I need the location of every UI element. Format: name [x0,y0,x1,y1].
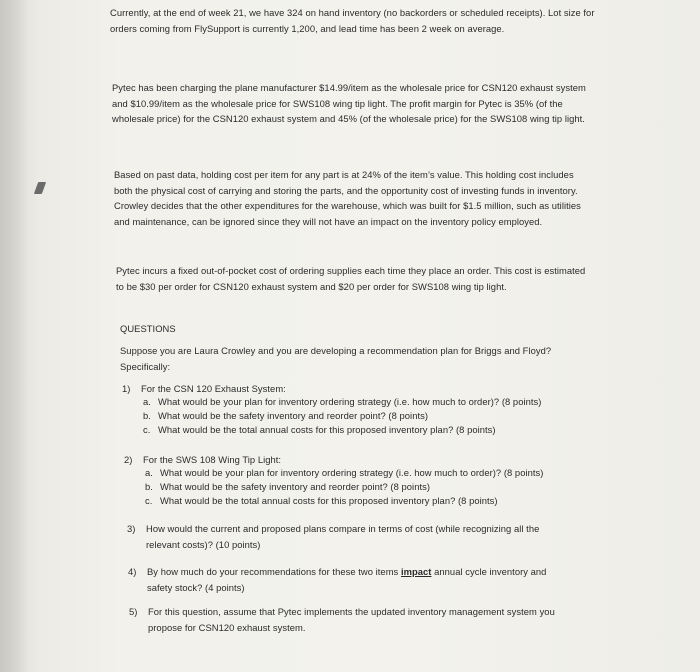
question-3-number: 3) [127,523,136,534]
question-3-text: How would the current and proposed plans compare in terms of cost (while recognizing all the relevant costs)? (10 points) [146,523,540,550]
question-1-number: 1) [122,383,131,394]
question-1c [143,422,496,438]
question-2b-text: What would be the safety inventory and reorder point? (8 points) [160,481,431,492]
question-1b-letter: b. [143,410,151,421]
question-2c-letter: c. [145,495,153,506]
question-2c [145,493,498,509]
paragraph-pricing: Pytec has been charging the plane manufacturer $14.99/item as the wholesale price for CSN120 exhaust system and $10.99/item as the wholesale price for SWS108 wing tip light. The profit margin for Pytec is 35% (of the wholesale price) for the CSN120 exhaust system and 45% (of the wholesale price) for the SWS108 wing tip light. [112,82,586,124]
question-4-text [147,564,567,595]
question-4-emphasis: impact [400,566,432,577]
question-1a-text: What would be your plan for inventory ordering strategy (i.e. how much to order)? (8 points) [158,396,542,407]
question-5-number: 5) [129,606,138,617]
question-2-title: For the SWS 108 Wing Tip Light: [143,454,282,465]
question-2-number: 2) [124,454,133,465]
question-4-pre: By how much do your recommendations for these two items [147,566,401,577]
question-1b-text: What would be the safety inventory and reorder point? (8 points) [158,410,429,421]
question-2a-letter: a. [145,467,153,478]
question-4-number: 4) [128,566,137,577]
paragraph-inventory-status: Currently, at the end of week 21, we have 324 on hand inventory (no backorders or scheduled receipts). Lot size for orders coming from FlySupport is currently 1,200, and lead time has been 2 week on average. [110,7,595,34]
question-2b-letter: b. [145,481,153,492]
question-1-title: For the CSN 120 Exhaust System: [141,383,286,394]
questions-intro: Suppose you are Laura Crowley and you are developing a recommendation plan for Briggs and Floyd? Specifically: [120,345,552,372]
paragraph-ordering-cost: Pytec incurs a fixed out-of-pocket cost of ordering supplies each time they place an order. This cost is estimated to be $30 per order for CSN120 exhaust system and $20 per order for SWS108 wing tip light. [116,265,586,292]
question-4-post: annual cycle inventory and safety stock? (4 points) [147,566,547,593]
question-2a-text: What would be your plan for inventory ordering strategy (i.e. how much to order)? (8 points) [160,467,544,478]
questions-heading: QUESTIONS [120,323,176,334]
question-5-text: For this question, assume that Pytec implements the updated inventory management system you propose for CSN120 exhaust system. [148,606,555,633]
paragraph-holding-cost: Based on past data, holding cost per item for any part is at 24% of the item’s value. This holding cost includes both the physical cost of carrying and storing the parts, and the opportunity cost of investing funds in inventory. Crowley decides that the other expenditures for the warehouse, which was built for $1.5 million, such as utilities and maintenance, can be ignored since they will not have an impact on the inventory policy employed. [114,169,581,227]
question-1a-letter: a. [143,396,151,407]
question-2c-text: What would be the total annual costs for this proposed inventory plan? (8 points) [160,495,498,506]
question-1c-letter: c. [143,424,151,435]
question-1c-text: What would be the total annual costs for this proposed inventory plan? (8 points) [158,424,496,435]
